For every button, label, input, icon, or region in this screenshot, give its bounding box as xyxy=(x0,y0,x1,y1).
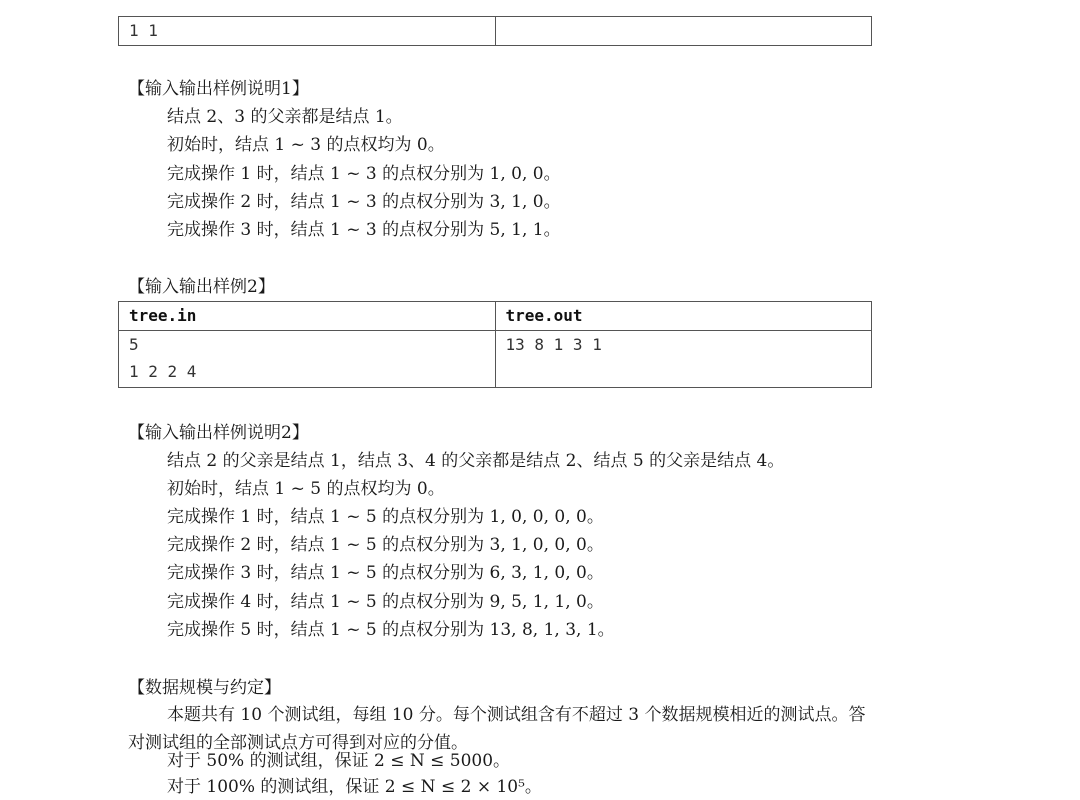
data-scale-para-line-2: 对测试组的全部测试点方可得到对应的分值。 xyxy=(128,733,468,753)
sample2-input-line-1: 5 xyxy=(129,335,139,354)
sample2-explain-line-1: 结点 2 的父亲是结点 1，结点 3、4 的父亲都是结点 2、结点 5 的父亲是结点 4。 xyxy=(167,451,785,471)
data-scale-constraint-100: 对于 100% 的测试组，保证 2 ≤ N ≤ 2 × 10⁵。 xyxy=(167,777,542,797)
table-row xyxy=(119,331,872,388)
data-scale-para-line-1: 本题共有 10 个测试组，每组 10 分。每个测试组含有不超过 3 个数据规模相近的测试点。答 xyxy=(167,705,866,725)
table-row xyxy=(119,17,872,46)
sample2-explain-line-7: 完成操作 5 时，结点 1 ~ 5 的点权分别为 13, 8, 1, 3, 1。 xyxy=(167,620,615,640)
sample1-explain-line-2: 初始时，结点 1 ~ 3 的点权均为 0。 xyxy=(167,135,445,155)
sample2-explain-line-6: 完成操作 4 时，结点 1 ~ 5 的点权分别为 9, 5, 1, 1, 0。 xyxy=(167,592,604,612)
sample2-heading: 【输入输出样例2】 xyxy=(128,277,275,297)
sample2-output-cell xyxy=(495,331,872,388)
sample2-explain-heading: 【输入输出样例说明2】 xyxy=(128,423,309,443)
sample2-input-header: tree.in xyxy=(119,302,496,331)
sample2-input-line-2: 1 2 2 4 xyxy=(129,362,197,381)
table-header-row xyxy=(119,302,872,331)
sample2-explain-line-4: 完成操作 2 时，结点 1 ~ 5 的点权分别为 3, 1, 0, 0, 0。 xyxy=(167,535,604,555)
sample2-explain-line-5: 完成操作 3 时，结点 1 ~ 5 的点权分别为 6, 3, 1, 0, 0。 xyxy=(167,563,604,583)
sample1-input-cell: 1 1 xyxy=(119,17,496,46)
sample2-table xyxy=(118,301,872,388)
sample2-output-header: tree.out xyxy=(495,302,872,331)
data-scale-constraint-50: 对于 50% 的测试组，保证 2 ≤ N ≤ 5000。 xyxy=(167,751,511,771)
sample2-explain-line-2: 初始时，结点 1 ~ 5 的点权均为 0。 xyxy=(167,479,445,499)
sample1-explain-line-3: 完成操作 1 时，结点 1 ~ 3 的点权分别为 1, 0, 0。 xyxy=(167,164,561,184)
sample2-output-line-1: 13 8 1 3 1 xyxy=(505,335,602,354)
sample1-explain-line-5: 完成操作 3 时，结点 1 ~ 3 的点权分别为 5, 1, 1。 xyxy=(167,220,561,240)
data-scale-heading: 【数据规模与约定】 xyxy=(128,678,281,698)
sample1-explain-line-1: 结点 2、3 的父亲都是结点 1。 xyxy=(167,107,403,127)
sample1-explain-line-4: 完成操作 2 时，结点 1 ~ 3 的点权分别为 3, 1, 0。 xyxy=(167,192,561,212)
sample2-input-cell xyxy=(119,331,496,388)
sample1-table xyxy=(118,16,872,46)
sample1-explain-heading: 【输入输出样例说明1】 xyxy=(128,79,309,99)
sample2-explain-line-3: 完成操作 1 时，结点 1 ~ 5 的点权分别为 1, 0, 0, 0, 0。 xyxy=(167,507,604,527)
sample1-output-cell xyxy=(495,17,872,46)
